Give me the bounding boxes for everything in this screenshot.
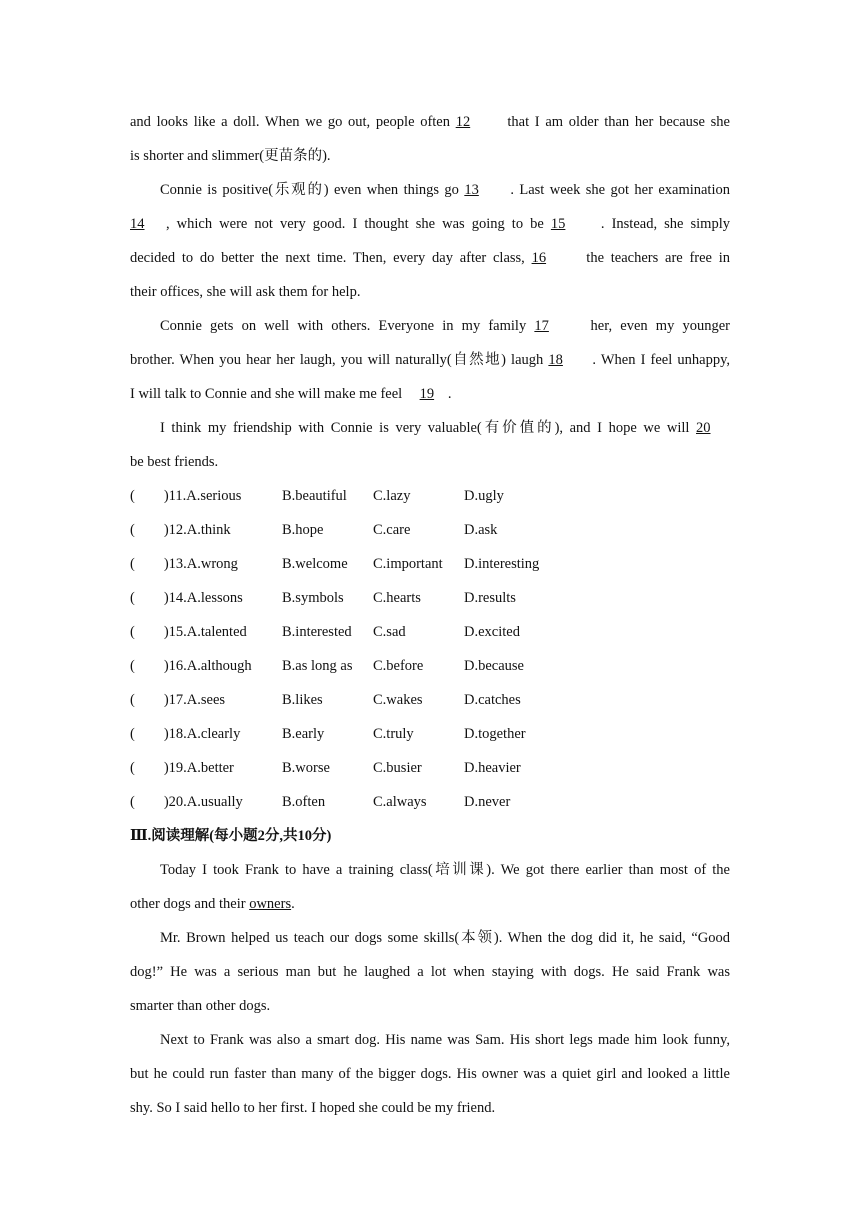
text-line: other dogs and their owners. (130, 896, 295, 912)
blank-18: 18 (548, 352, 563, 368)
option-row (130, 517, 730, 551)
text-line: brother. When you hear her laugh, you will naturally(自然地) laugh 18 . When I feel unhappy, (130, 347, 730, 381)
option-row (130, 755, 730, 789)
option-d: D.heavier (464, 760, 521, 776)
option-c: C.before (373, 658, 424, 674)
option-question: ( )15.A.talented (130, 624, 247, 640)
option-b: B.often (282, 794, 326, 810)
blank-12: 12 (455, 114, 471, 130)
text-line: decided to do better the next time. Then, every day after class, 16 the teachers are free in (130, 245, 730, 279)
text-line: their offices, she will ask them for help. (130, 284, 361, 300)
text-line: shy. So I said hello to her first. I hoped she could be my friend. (130, 1100, 496, 1116)
option-question: ( )17.A.sees (130, 692, 226, 708)
option-b: B.as long as (282, 658, 353, 674)
text-line: smarter than other dogs. (130, 998, 271, 1014)
option-question: ( )19.A.better (130, 760, 234, 776)
option-c: C.important (373, 556, 443, 572)
section-heading: Ⅲ.阅读理解(每小题2分,共10分) (130, 828, 332, 844)
text-line: but he could run faster than many of the bigger dogs. His owner was a quiet girl and looked a little (130, 1066, 730, 1082)
option-b: B.interested (282, 624, 352, 640)
option-c: C.busier (373, 760, 422, 776)
option-c: C.sad (373, 624, 406, 640)
text-line: I will talk to Connie and she will make me feel 19 . (130, 381, 730, 415)
text-line: I think my friendship with Connie is very valuable(有价值的), and I hope we will 20 (130, 415, 730, 449)
option-c: C.always (373, 794, 427, 810)
text-line: Next to Frank was also a smart dog. His name was Sam. His short legs made him look funny, (160, 1032, 730, 1048)
blank-13: 13 (464, 182, 479, 198)
option-row (130, 653, 730, 687)
blank-19: 19 (419, 386, 435, 402)
option-c: C.care (373, 522, 411, 538)
option-question: ( )18.A.clearly (130, 726, 241, 742)
option-row (130, 687, 730, 721)
text-line: dog!” He was a serious man but he laughed a lot when staying with dogs. He said Frank was (130, 964, 730, 980)
option-d: D.results (464, 590, 516, 606)
option-row (130, 483, 730, 517)
text-line: be best friends. (130, 454, 219, 470)
option-question: ( )11.A.serious (130, 488, 242, 504)
option-d: D.never (464, 794, 511, 810)
option-row (130, 585, 730, 619)
option-row (130, 551, 730, 585)
option-d: D.together (464, 726, 526, 742)
option-c: C.truly (373, 726, 414, 742)
option-b: B.beautiful (282, 488, 347, 504)
option-c: C.lazy (373, 488, 411, 504)
text-line: is shorter and slimmer(更苗条的). (130, 148, 331, 164)
option-b: B.early (282, 726, 325, 742)
text-line: 14 , which were not very good. I thought she was going to be 15 . Instead, she simply (130, 211, 730, 245)
option-c: C.hearts (373, 590, 421, 606)
option-question: ( )12.A.think (130, 522, 231, 538)
option-b: B.welcome (282, 556, 348, 572)
option-d: D.catches (464, 692, 521, 708)
option-b: B.worse (282, 760, 330, 776)
option-d: D.ask (464, 522, 498, 538)
option-row (130, 789, 730, 823)
blank-16: 16 (531, 250, 547, 266)
underlined-word: owners (249, 896, 292, 912)
text-line: Connie gets on well with others. Everyone in my family 17 her, even my younger (130, 313, 730, 347)
options-list (130, 483, 730, 823)
option-d: D.because (464, 658, 524, 674)
option-d: D.ugly (464, 488, 504, 504)
option-question: ( )14.A.lessons (130, 590, 243, 606)
blank-20: 20 (696, 420, 711, 436)
blank-14: 14 (130, 216, 145, 232)
blank-15: 15 (550, 216, 566, 232)
option-b: B.symbols (282, 590, 344, 606)
blank-17: 17 (534, 318, 549, 334)
option-question: ( )20.A.usually (130, 794, 243, 810)
text-line: and looks like a doll. When we go out, people often 12 that I am older than her because she (130, 109, 730, 143)
text-line: Mr. Brown helped us teach our dogs some skills(本领). When the dog did it, he said, “Good (160, 930, 730, 946)
option-b: B.likes (282, 692, 323, 708)
option-c: C.wakes (373, 692, 423, 708)
option-d: D.interesting (464, 556, 540, 572)
option-question: ( )16.A.although (130, 658, 252, 674)
option-row (130, 619, 730, 653)
text-line: Connie is positive(乐观的) even when things go 13 . Last week she got her examination (130, 177, 730, 211)
document-page (130, 109, 730, 1129)
option-question: ( )13.A.wrong (130, 556, 238, 572)
option-b: B.hope (282, 522, 324, 538)
option-row (130, 721, 730, 755)
text-line: Today I took Frank to have a training class(培训课). We got there earlier than most of the (160, 862, 730, 878)
option-d: D.excited (464, 624, 520, 640)
